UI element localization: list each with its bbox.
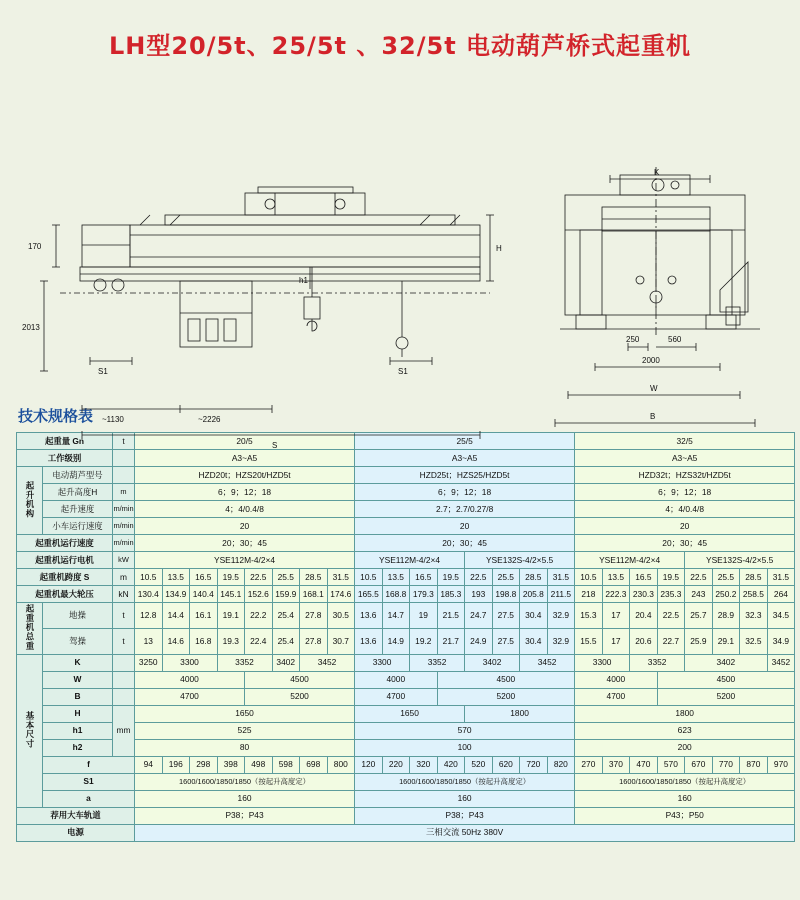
table-row [17, 688, 795, 705]
cell-value: 21.5 [437, 603, 465, 629]
cell-value: 160 [355, 790, 575, 807]
cell-value: 17 [602, 603, 630, 629]
row-label: S1 [43, 773, 135, 790]
table-row [17, 569, 795, 586]
cell-value: 4700 [575, 688, 658, 705]
dim-h1: h1 [299, 276, 308, 285]
row-unit [113, 654, 135, 671]
cell-value: 4500 [437, 671, 575, 688]
row-label: 起重机跨度 S [17, 569, 113, 586]
cell-value: 1800 [465, 705, 575, 722]
cell-value: 168.1 [300, 586, 328, 603]
row-unit: t [113, 433, 135, 450]
cell-value: 6；9；12；18 [575, 484, 795, 501]
row-unit: kN [113, 586, 135, 603]
dim-250: 250 [626, 335, 640, 344]
cell-value: 152.6 [245, 586, 273, 603]
cell-value: 19.2 [410, 628, 438, 654]
cell-value: 15.5 [575, 628, 603, 654]
cell-value: 20.6 [630, 628, 658, 654]
table-row [17, 705, 795, 722]
cell-value: 13 [135, 628, 163, 654]
cell-value: 30.4 [520, 603, 548, 629]
cell-value: 498 [245, 756, 273, 773]
cell-value: 205.8 [520, 586, 548, 603]
cell-value: 3452 [767, 654, 795, 671]
cell-value: 3402 [272, 654, 300, 671]
cell-value: P38；P43 [355, 807, 575, 824]
cell-value: 3452 [520, 654, 575, 671]
row-label: 起重机运行速度 [17, 535, 113, 552]
cell-value: 6；9；12；18 [135, 484, 355, 501]
cell-value: 100 [355, 739, 575, 756]
cell-value: 520 [465, 756, 493, 773]
row-unit: mm [113, 705, 135, 756]
cell-value: 34.9 [767, 628, 795, 654]
row-unit: m/min [113, 535, 135, 552]
cell-value: 5200 [245, 688, 355, 705]
dim-560: 560 [668, 335, 682, 344]
page-title: LH型20/5t、25/5t 、32/5t 电动葫芦桥式起重机 [108, 32, 692, 60]
cell-value: 30.5 [327, 603, 355, 629]
cell-value: 31.5 [767, 569, 795, 586]
cell-value: 4700 [135, 688, 245, 705]
cell-value: 196 [162, 756, 190, 773]
cell-value: 20 [135, 518, 355, 535]
row-label: K [43, 654, 113, 671]
cell-value: 16.8 [190, 628, 218, 654]
cell-value: 25.9 [685, 628, 713, 654]
dim-1130: ~1130 [102, 415, 124, 424]
cell-value: 1600/1600/1850/1850（按起升高度定） [135, 773, 355, 790]
cell-value: 4000 [575, 671, 658, 688]
cell-value: 10.5 [135, 569, 163, 586]
group-label-basic-text: 基本尺寸 [24, 711, 35, 749]
cell-value: 4500 [245, 671, 355, 688]
cell-value: 320 [410, 756, 438, 773]
table-row [17, 586, 795, 603]
cell-value: 14.6 [162, 628, 190, 654]
cell-value: 3352 [410, 654, 465, 671]
table-row [17, 552, 795, 569]
row-unit: m [113, 569, 135, 586]
cell-value: 570 [657, 756, 685, 773]
row-unit [113, 467, 135, 484]
cell-value: 27.8 [300, 603, 328, 629]
cell-value: 3352 [217, 654, 272, 671]
cell-value: 20 [575, 518, 795, 535]
cell-value: 20；30；45 [575, 535, 795, 552]
row-unit: m/min [113, 518, 135, 535]
cell-value: 27.8 [300, 628, 328, 654]
cell-value: 28.5 [520, 569, 548, 586]
row-label: f [43, 756, 135, 773]
cell-value: 20；30；45 [355, 535, 575, 552]
cell-value: 970 [767, 756, 795, 773]
cell-value: 250.2 [712, 586, 740, 603]
cell-value: 200 [575, 739, 795, 756]
cell-value: 670 [685, 756, 713, 773]
row-label: 电动葫芦型号 [43, 467, 113, 484]
row-label: 起升速度 [43, 501, 113, 518]
row-label: 起重量 Gn [17, 433, 113, 450]
cell-value: 218 [575, 586, 603, 603]
cell-value: 30.7 [327, 628, 355, 654]
cell-value: 298 [190, 756, 218, 773]
cell-value: 525 [135, 722, 355, 739]
cell-value: P43；P50 [575, 807, 795, 824]
cell-value: 34.5 [767, 603, 795, 629]
section-heading: 技术规格表 [18, 407, 94, 425]
cell-value: 27.5 [492, 628, 520, 654]
row-label: 地操 [43, 603, 113, 629]
cell-value: 230.3 [630, 586, 658, 603]
cell-value: 4000 [135, 671, 245, 688]
cell-value: 165.5 [355, 586, 383, 603]
spec-table [16, 432, 795, 842]
cell-value: 25.5 [492, 569, 520, 586]
cell-value: HZD32t；HZS32t/HZD5t [575, 467, 795, 484]
table-row [17, 628, 795, 654]
dim-s1-right: S1 [398, 367, 408, 376]
row-label: W [43, 671, 113, 688]
dim-s1-left: S1 [98, 367, 108, 376]
cell-value: 16.5 [630, 569, 658, 586]
cell-value: 32.9 [547, 603, 575, 629]
table-row [17, 450, 795, 467]
cell-value: 15.3 [575, 603, 603, 629]
cell-value: 598 [272, 756, 300, 773]
cell-value: 420 [437, 756, 465, 773]
cell-value: 3402 [465, 654, 520, 671]
row-unit [113, 688, 135, 705]
cell-value: 235.3 [657, 586, 685, 603]
cell-value: 800 [327, 756, 355, 773]
row-label: H [43, 705, 113, 722]
cell-value: 13.5 [382, 569, 410, 586]
dim-2013: 2013 [22, 323, 40, 332]
cell-value: HZD25t；HZS25/HZD5t [355, 467, 575, 484]
cell-value: YSE112M-4/2×4 [355, 552, 465, 569]
spec-table-body [17, 433, 795, 842]
cell-value: 134.9 [162, 586, 190, 603]
cell-value: 25/5 [355, 433, 575, 450]
cell-value: 140.4 [190, 586, 218, 603]
cell-value: 145.1 [217, 586, 245, 603]
row-label: 小车运行速度 [43, 518, 113, 535]
cell-value: 16.5 [190, 569, 218, 586]
cell-value: 770 [712, 756, 740, 773]
cell-value: 264 [767, 586, 795, 603]
cell-value: 22.5 [465, 569, 493, 586]
cell-value: 20 [355, 518, 575, 535]
spec-table-wrapper [16, 432, 791, 842]
table-row [17, 756, 795, 773]
cell-value: 32.9 [547, 628, 575, 654]
cell-value: 4700 [355, 688, 438, 705]
cell-value: 398 [217, 756, 245, 773]
cell-value: 13.5 [602, 569, 630, 586]
cell-value: A3~A5 [135, 450, 355, 467]
row-label: 电源 [17, 824, 135, 841]
cell-value: 3352 [630, 654, 685, 671]
cell-value: 1800 [575, 705, 795, 722]
table-row [17, 773, 795, 790]
cell-value: 179.3 [410, 586, 438, 603]
cell-value: 720 [520, 756, 548, 773]
table-row [17, 535, 795, 552]
cell-value: 1650 [135, 705, 355, 722]
cell-value: 198.8 [492, 586, 520, 603]
table-row [17, 603, 795, 629]
cell-value: YSE132S-4/2×5.5 [685, 552, 795, 569]
row-unit [113, 450, 135, 467]
cell-value: 243 [685, 586, 713, 603]
row-label: 荐用大车轨道 [17, 807, 135, 824]
cell-value: 4500 [657, 671, 795, 688]
cell-value: 32.3 [740, 603, 768, 629]
cell-value: 13.6 [355, 603, 383, 629]
cell-value: 160 [575, 790, 795, 807]
row-label: 驾操 [43, 628, 113, 654]
dim-2000: 2000 [642, 356, 660, 365]
cell-value: 25.5 [712, 569, 740, 586]
table-row [17, 654, 795, 671]
dim-170: 170 [28, 242, 42, 251]
cell-value: 30.4 [520, 628, 548, 654]
cell-value: 24.9 [465, 628, 493, 654]
cell-value: 13.6 [355, 628, 383, 654]
cell-value: 10.5 [575, 569, 603, 586]
row-unit: t [113, 628, 135, 654]
table-row [17, 484, 795, 501]
cell-value: A3~A5 [355, 450, 575, 467]
cell-value: 130.4 [135, 586, 163, 603]
cell-value: 22.4 [245, 628, 273, 654]
cell-value: 17 [602, 628, 630, 654]
table-row [17, 671, 795, 688]
cell-value: 193 [465, 586, 493, 603]
group-label-lift-text: 起升机构 [24, 480, 35, 519]
cell-value: 570 [355, 722, 575, 739]
cell-value: 22.2 [245, 603, 273, 629]
cell-value: 32/5 [575, 433, 795, 450]
dim-2226: ~2226 [198, 415, 221, 424]
cell-value: 31.5 [547, 569, 575, 586]
cell-value: 80 [135, 739, 355, 756]
row-label: a [43, 790, 135, 807]
dim-B: B [650, 412, 656, 421]
cell-value: 20；30；45 [135, 535, 355, 552]
row-label: 工作级别 [17, 450, 113, 467]
cell-value: 16.1 [190, 603, 218, 629]
cell-value: 16.5 [410, 569, 438, 586]
group-label-total [17, 603, 43, 655]
cell-value: 160 [135, 790, 355, 807]
cell-value: 三相交流 50Hz 380V [135, 824, 795, 841]
table-row [17, 824, 795, 841]
row-unit: m/min [113, 501, 135, 518]
cell-value: P38；P43 [135, 807, 355, 824]
dim-S: S [272, 441, 278, 450]
cell-value: 20.4 [630, 603, 658, 629]
cell-value: 94 [135, 756, 163, 773]
cell-value: 120 [355, 756, 383, 773]
cell-value: 28.5 [740, 569, 768, 586]
row-unit: m [113, 484, 135, 501]
cell-value: 258.5 [740, 586, 768, 603]
cell-value: 174.6 [327, 586, 355, 603]
cell-value: 1600/1600/1850/1850（按起升高度定） [355, 773, 575, 790]
cell-value: 4；4/0.4/8 [135, 501, 355, 518]
table-row [17, 807, 795, 824]
cell-value: 270 [575, 756, 603, 773]
group-label-lift [17, 467, 43, 535]
cell-value: 27.5 [492, 603, 520, 629]
row-unit: t [113, 603, 135, 629]
row-label: h1 [43, 722, 113, 739]
cell-value: 19.1 [217, 603, 245, 629]
cell-value: 620 [492, 756, 520, 773]
dim-W: W [650, 384, 658, 393]
cell-value: 4000 [355, 671, 438, 688]
cell-value: 22.5 [685, 569, 713, 586]
cell-value: 32.5 [740, 628, 768, 654]
cell-value: YSE132S-4/2×5.5 [465, 552, 575, 569]
row-label: 起升高度H [43, 484, 113, 501]
cell-value: 870 [740, 756, 768, 773]
table-row [17, 790, 795, 807]
cell-value: 4；4/0.4/8 [575, 501, 795, 518]
row-label: B [43, 688, 113, 705]
row-label: 起重机运行电机 [17, 552, 113, 569]
cell-value: 21.7 [437, 628, 465, 654]
cell-value: 20/5 [135, 433, 355, 450]
group-label-total-text: 起重机总重 [24, 604, 35, 651]
cell-value: 623 [575, 722, 795, 739]
dim-H: H [496, 244, 502, 253]
cell-value: 470 [630, 756, 658, 773]
cell-value: YSE112M-4/2×4 [135, 552, 355, 569]
cell-value: 820 [547, 756, 575, 773]
cell-value: 3452 [300, 654, 355, 671]
cell-value: 3300 [575, 654, 630, 671]
cell-value: A3~A5 [575, 450, 795, 467]
cell-value: 5200 [437, 688, 575, 705]
cell-value: 19.3 [217, 628, 245, 654]
cell-value: 10.5 [355, 569, 383, 586]
cell-value: 28.5 [300, 569, 328, 586]
cell-value: 168.8 [382, 586, 410, 603]
cell-value: 22.5 [245, 569, 273, 586]
cell-value: 22.7 [657, 628, 685, 654]
cell-value: 22.5 [657, 603, 685, 629]
cell-value: 19.5 [437, 569, 465, 586]
cell-value: 1600/1600/1850/1850（按起升高度定） [575, 773, 795, 790]
cell-value: 5200 [657, 688, 795, 705]
cell-value: 6；9；12；18 [355, 484, 575, 501]
cell-value: 31.5 [327, 569, 355, 586]
cell-value: HZD20t；HZS20t/HZD5t [135, 467, 355, 484]
dim-K: K [654, 168, 660, 177]
cell-value: 220 [382, 756, 410, 773]
cell-value: 12.8 [135, 603, 163, 629]
cell-value: 25.7 [685, 603, 713, 629]
cell-value: 2.7；2.7/0.27/8 [355, 501, 575, 518]
cell-value: 19 [410, 603, 438, 629]
cell-value: 25.5 [272, 569, 300, 586]
cell-value: 3300 [355, 654, 410, 671]
cell-value: 14.4 [162, 603, 190, 629]
cell-value: 1650 [355, 705, 465, 722]
cell-value: 19.5 [217, 569, 245, 586]
table-row [17, 467, 795, 484]
cell-value: 28.9 [712, 603, 740, 629]
cell-value: 19.5 [657, 569, 685, 586]
cell-value: 185.3 [437, 586, 465, 603]
cell-value: 3300 [162, 654, 217, 671]
cell-value: YSE112M-4/2×4 [575, 552, 685, 569]
cell-value: 14.7 [382, 603, 410, 629]
table-row [17, 518, 795, 535]
cell-value: 3250 [135, 654, 163, 671]
row-unit: kW [113, 552, 135, 569]
cell-value: 13.5 [162, 569, 190, 586]
cell-value: 370 [602, 756, 630, 773]
row-unit [113, 671, 135, 688]
cell-value: 698 [300, 756, 328, 773]
row-label: 起重机最大轮压 [17, 586, 113, 603]
cell-value: 222.3 [602, 586, 630, 603]
row-label: h2 [43, 739, 113, 756]
cell-value: 24.7 [465, 603, 493, 629]
cell-value: 159.9 [272, 586, 300, 603]
cell-value: 25.4 [272, 603, 300, 629]
cell-value: 29.1 [712, 628, 740, 654]
cell-value: 211.5 [547, 586, 575, 603]
table-row [17, 501, 795, 518]
cell-value: 25.4 [272, 628, 300, 654]
group-label-basic [17, 654, 43, 807]
cell-value: 3402 [685, 654, 768, 671]
cell-value: 14.9 [382, 628, 410, 654]
